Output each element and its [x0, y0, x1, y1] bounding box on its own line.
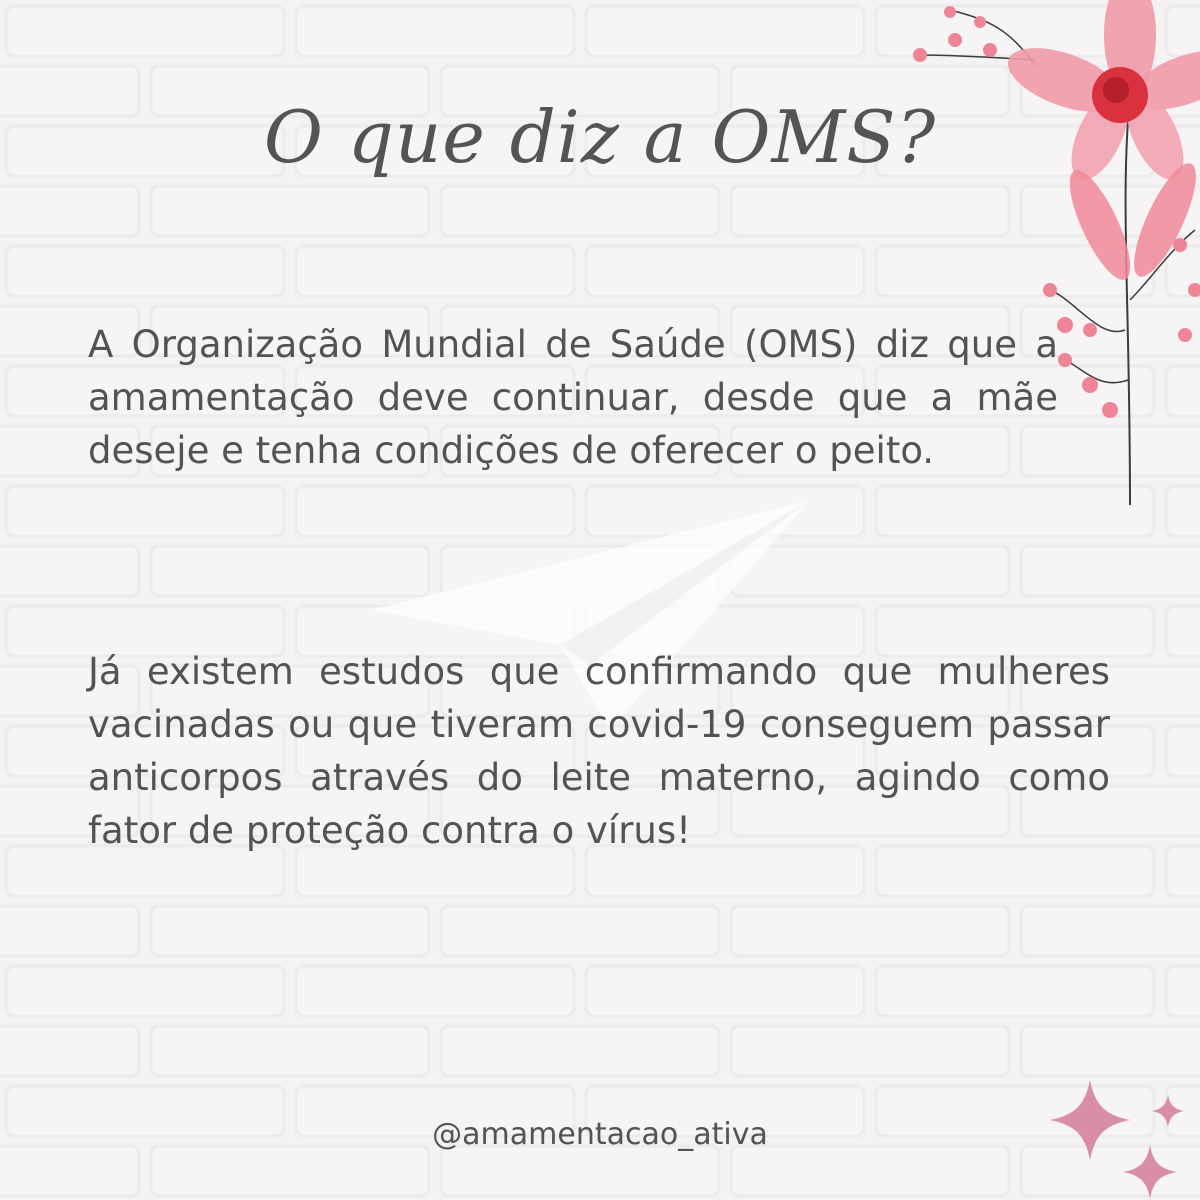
paragraph-studies: Já existem estudos que confirmando que mulheres vacinadas ou que tiveram covid-19 conseguem passar anticorpos através do leite materno, agindo como fator de proteção contra o vírus! [88, 650, 1110, 852]
social-handle: @amamentacao_ativa [432, 1117, 768, 1152]
sparkle-icon [1050, 1070, 1200, 1200]
page-title: O que diz a OMS? [263, 95, 937, 179]
paragraph-oms: A Organização Mundial de Saúde (OMS) diz que a amamentação deve continuar, desde que a mãe deseje e tenha condições de oferecer o peito. [88, 323, 1058, 472]
